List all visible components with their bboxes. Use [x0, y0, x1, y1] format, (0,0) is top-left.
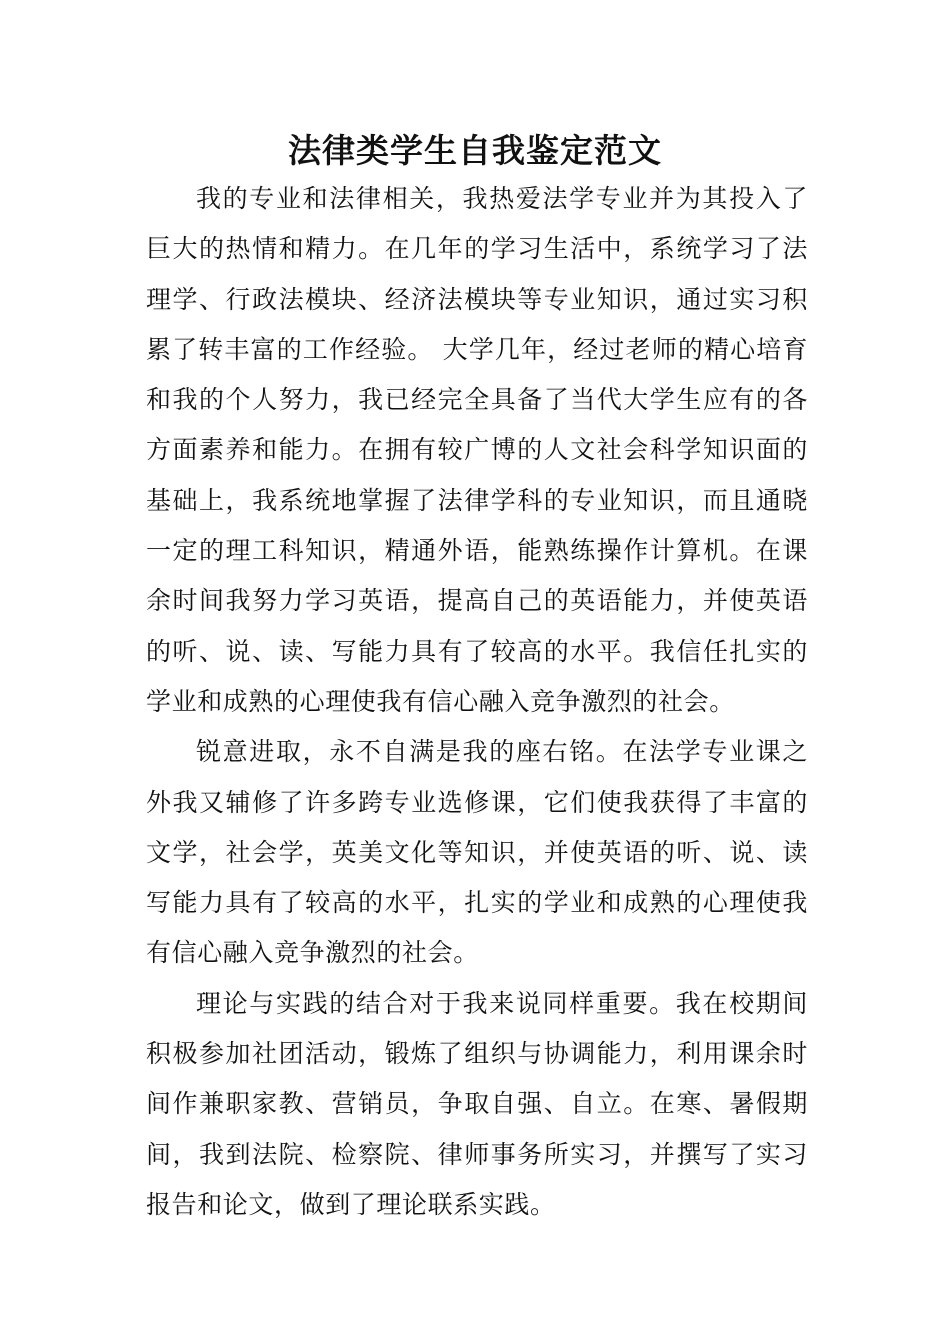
paragraph-1: 我的专业和法律相关，我热爱法学专业并为其投入了巨大的热情和精力。在几年的学习生活中，系统学习了法理学、行政法模块、经济法模块等专业知识，通过实习积累了转丰富的工作经验。 大学几年，经过老师的精心培育和我的个人努力，我已经完全具备了当代大学生应有的各方面素养和能力。在拥有较广博的人文社会科学知识面的基础上，我系统地掌握了法律学科的专业知识，而且通晓一定的理工科知识，精通外语，能熟练操作计算机。在课余时间我努力学习英语，提高自己的英语能力，并使英语的听、说、读、写能力具有了较高的水平。我信任扎实的学业和成熟的心理使我有信心融入竞争激烈的社会。 — [146, 184, 808, 716]
paragraph-2: 锐意进取，永不自满是我的座右铭。在法学专业课之外我又辅修了许多跨专业选修课，它们使我获得了丰富的文学，社会学，英美文化等知识，并使英语的听、说、读写能力具有了较高的水平，扎实的学业和成熟的心理使我有信心融入竞争激烈的社会。 — [146, 737, 808, 968]
document-title: 法律类学生自我鉴定范文 — [288, 131, 662, 170]
document-body — [146, 174, 808, 1230]
paragraph-3: 理论与实践的结合对于我来说同样重要。我在校期间积极参加社团活动，锻炼了组织与协调能力，利用课余时间作兼职家教、营销员，争取自强、自立。在寒、暑假期间，我到法院、检察院、律师事务所实习，并撰写了实习报告和论文，做到了理论联系实践。 — [146, 988, 808, 1219]
